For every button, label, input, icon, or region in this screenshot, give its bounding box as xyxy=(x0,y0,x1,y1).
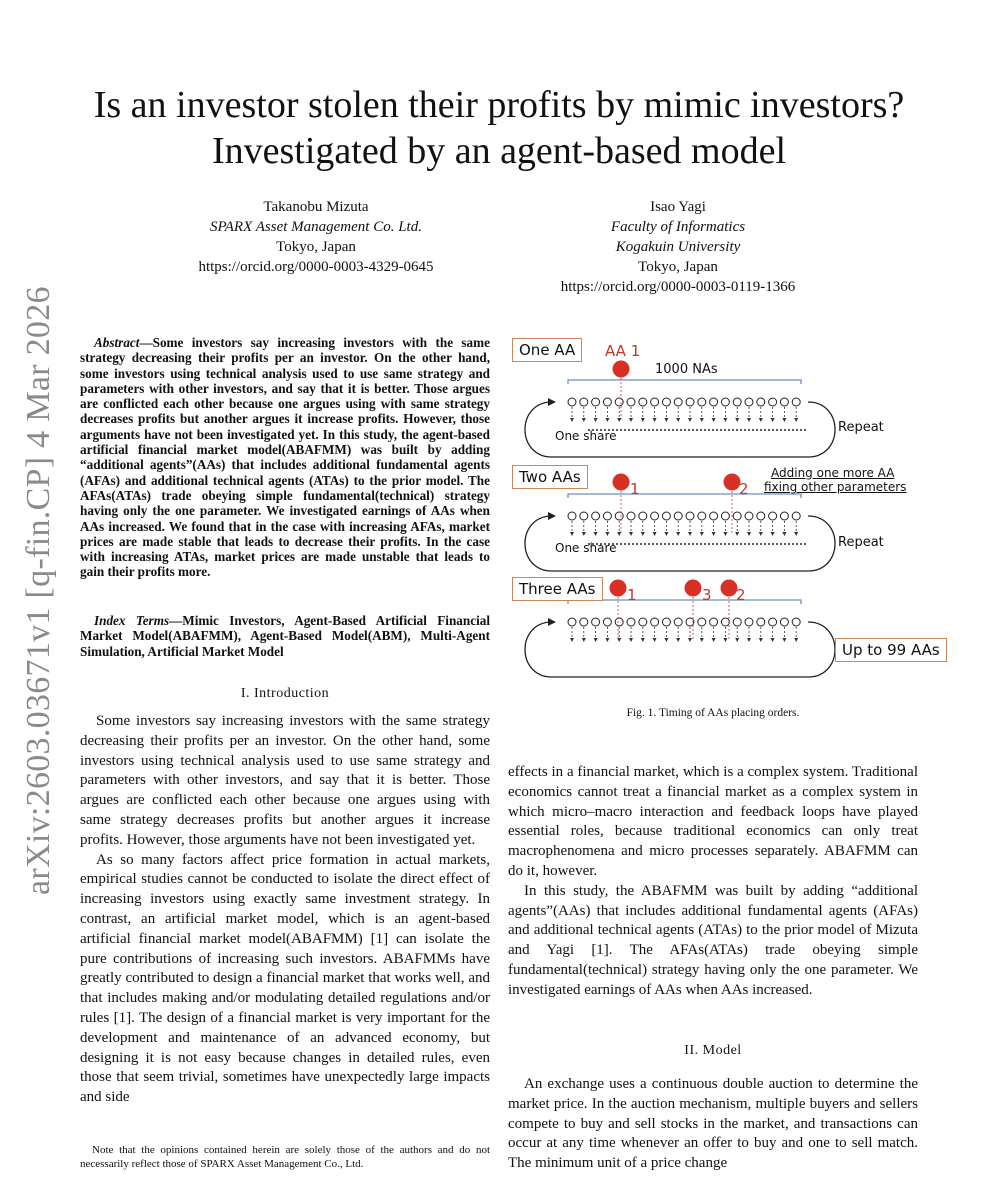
arrow-head xyxy=(605,638,609,642)
arrow-head xyxy=(735,532,739,536)
aa-dot xyxy=(685,580,702,597)
na-circle xyxy=(721,398,729,406)
paragraph: As so many factors affect price formation in actual markets, empirical studies cannot be conducted to isolate the direct effect of increasing investors using exactly same investment strategy. In contrast, an artificial market model, which is an agent-based artificial financial market model(ABAFMM) [1] can isolate the pure contributions of increasing such investors. ABAFMMs have greatly contributed to design a financial market that works well, and that includes making and/or modulating detailed regulations and/or rules [1]. The design of a financial market is very important for the development and maintenance of an advanced economy, but designing it is not easy because changes in detailed rules, even those that seem trivial, sometimes have unexpectedly large impacts and side xyxy=(80,851,490,1106)
na-circle xyxy=(710,398,718,406)
na-circle xyxy=(686,512,694,520)
author-affiliation: Faculty of Informatics xyxy=(610,219,746,235)
arxiv-identifier: arXiv:2603.03671v1 [q-fin.CP] 4 Mar 2026 xyxy=(20,286,57,895)
index-terms-lead: Index Terms xyxy=(94,613,170,628)
arrow-head xyxy=(653,532,657,536)
arrow-head xyxy=(771,532,775,536)
na-circle xyxy=(674,618,682,626)
arrow-head xyxy=(653,638,657,642)
na-circle xyxy=(769,618,777,626)
arrow-head xyxy=(723,638,727,642)
label-num-2: 2 xyxy=(739,480,749,498)
na-circle xyxy=(733,512,741,520)
na-circle xyxy=(568,398,576,406)
aa-dot xyxy=(613,474,630,491)
arrow-head xyxy=(700,638,704,642)
arrow-head xyxy=(629,532,633,536)
na-circle xyxy=(627,618,635,626)
loop-arrow-head xyxy=(548,618,556,626)
arrow-head xyxy=(723,532,727,536)
label-two-aas: Two AAs xyxy=(512,465,588,489)
arrow-head xyxy=(570,638,574,642)
arrow-head xyxy=(782,418,786,422)
paragraph: effects in a financial market, which is a complex system. Traditional economics cannot treat a financial market as a complex system in which micro–macro interaction and feedback loops have played essential roles, because traditional economics can only treat macrophenomena and micro processes separately. ABAFMM can do it, however. xyxy=(508,764,918,879)
na-circle xyxy=(698,618,706,626)
aa-dot xyxy=(610,580,627,597)
na-circle xyxy=(615,618,623,626)
arrow-head xyxy=(688,638,692,642)
na-circle xyxy=(757,512,765,520)
na-circle xyxy=(592,398,600,406)
aa-dot xyxy=(721,580,738,597)
arrow-head xyxy=(747,532,751,536)
na-circle xyxy=(639,398,647,406)
arrow-head xyxy=(594,638,598,642)
footnote: Note that the opinions contained herein are solely those of the authors and do not necessarily reflect those of SPARX Asset Management Co., Ltd. xyxy=(80,1144,490,1170)
arrow-head xyxy=(759,638,763,642)
arrow-head xyxy=(629,638,633,642)
author-orcid[interactable]: https://orcid.org/0000-0003-4329-0645 xyxy=(198,259,434,275)
arrow-head xyxy=(664,638,668,642)
label-three-aas: Three AAs xyxy=(512,577,603,601)
abstract xyxy=(80,335,490,580)
label-aa1: AA 1 xyxy=(605,342,641,360)
arrow-head xyxy=(688,532,692,536)
arrow-head xyxy=(594,532,598,536)
arrow-head xyxy=(712,418,716,422)
arrow-head xyxy=(794,638,798,642)
na-circle xyxy=(745,398,753,406)
arrow-head xyxy=(582,418,586,422)
na-circle xyxy=(615,398,623,406)
na-circle xyxy=(603,512,611,520)
arrow-head xyxy=(700,532,704,536)
arrow-head xyxy=(712,638,716,642)
label-1000-nas: 1000 NAs xyxy=(655,362,718,377)
label-num-1: 1 xyxy=(630,480,640,498)
na-circle xyxy=(603,398,611,406)
na-circle xyxy=(710,618,718,626)
arrow-head xyxy=(629,418,633,422)
arrow-head xyxy=(605,418,609,422)
label-one-share: One share xyxy=(555,429,617,443)
na-circle xyxy=(627,512,635,520)
na-circle xyxy=(769,512,777,520)
arrow-head xyxy=(712,532,716,536)
arrow-head xyxy=(771,418,775,422)
na-circle xyxy=(745,512,753,520)
loop-arrow-head xyxy=(548,398,556,406)
arrow-head xyxy=(664,532,668,536)
na-circle xyxy=(580,618,588,626)
na-circle xyxy=(792,618,800,626)
figure-caption: Fig. 1. Timing of AAs placing orders. xyxy=(626,707,800,719)
na-circle xyxy=(580,512,588,520)
arrow-head xyxy=(676,532,680,536)
na-circle xyxy=(745,618,753,626)
arrow-head xyxy=(735,638,739,642)
na-circle xyxy=(651,618,659,626)
label-one-share: One share xyxy=(555,541,617,555)
author-name: Takanobu Mizuta xyxy=(263,199,369,215)
arrow-head xyxy=(570,418,574,422)
index-terms xyxy=(80,613,490,659)
label-adding-1: Adding one more AA xyxy=(771,466,895,480)
na-circle xyxy=(733,618,741,626)
arrow-head xyxy=(641,532,645,536)
author-affiliation: Kogakuin University xyxy=(615,239,741,255)
arrow-head xyxy=(794,532,798,536)
paragraph: An exchange uses a continuous double auction to determine the market price. In the auction mechanism, multiple buyers and sellers compete to buy and sell stocks in the market, and transactions can occur at any time whenever an offer to buy and one to sell match. The minimum unit of a price change xyxy=(508,1076,918,1172)
author-orcid[interactable]: https://orcid.org/0000-0003-0119-1366 xyxy=(560,279,796,295)
na-circle xyxy=(686,398,694,406)
na-circle xyxy=(568,512,576,520)
nas-bracket xyxy=(568,380,801,384)
arrow-head xyxy=(688,418,692,422)
arrow-head xyxy=(570,532,574,536)
arrow-head xyxy=(782,532,786,536)
na-circle xyxy=(615,512,623,520)
arrow-head xyxy=(582,638,586,642)
label-one-aa: One AA xyxy=(512,338,582,362)
na-circle xyxy=(639,618,647,626)
na-circle xyxy=(780,512,788,520)
repeat-loop xyxy=(525,622,835,677)
na-circle xyxy=(662,512,670,520)
loop-arrow-head xyxy=(548,512,556,520)
arrow-head xyxy=(794,418,798,422)
na-circle xyxy=(662,618,670,626)
arrow-head xyxy=(771,638,775,642)
na-circle xyxy=(721,618,729,626)
paragraph: Some investors say increasing investors with the same strategy decreasing their profits per an investor. On the other hand, some investors using technical analysis used to use same strategy and parameters with other investors, and say that it is better. Those argues are conflicted each other because one argues using with same strategy decreases profits but another argues it increase profits. However, those arguments have not been investigated yet. xyxy=(80,713,490,848)
arrow-head xyxy=(759,418,763,422)
introduction-continued xyxy=(508,763,918,1001)
figure-rows xyxy=(525,361,835,678)
aa-dot xyxy=(724,474,741,491)
na-circle xyxy=(674,398,682,406)
na-circle xyxy=(780,398,788,406)
arrow-head xyxy=(594,418,598,422)
na-circle xyxy=(733,398,741,406)
abstract-text: —Some investors say increasing investors with the same strategy decreasing their profits per an investor. On the other hand, some investors using technical analysis used to use same strategy and parameters with other investors, and say that it is better. Those argues are conflicted each other because one argues using with same strategy decreases profits but another argues it increase profits. However, those arguments have not been investigated yet. In this study, the agent-based artificial financial market model(ABAFMM) was built by adding “additional agents”(AAs) that includes additional fundamental agents (AFAs) and additional technical agents (ATAs) to the prior model. The AFAs(ATAs) trade obeying simple fundamental(technical) strategy having only the one parameter. We investigated earnings of AAs when AAs increased. We found that in the case with increasing AFAs, market prices are made stable that leads to decrease their profits. In the case with increasing ATAs, market prices are made unstable that leads to gain their profits more. xyxy=(80,335,490,580)
introduction-body xyxy=(80,712,490,1108)
na-circle xyxy=(568,618,576,626)
label-repeat: Repeat xyxy=(838,420,884,435)
author-location: Tokyo, Japan xyxy=(638,259,718,275)
nas-bracket xyxy=(568,600,801,604)
nas-bracket xyxy=(568,494,801,498)
na-circle xyxy=(580,398,588,406)
arrow-head xyxy=(782,638,786,642)
index-terms-text: —Mimic Investors, Agent-Based Artificial Financial Market Model(ABAFMM), Agent-Based Model(ABM), Multi-Agent Simulation, Artificial Market Model xyxy=(80,613,490,659)
na-circle xyxy=(639,512,647,520)
section-heading-model: II. Model xyxy=(684,1043,742,1058)
author-affiliation: SPARX Asset Management Co. Ltd. xyxy=(210,219,422,235)
model-body xyxy=(508,1075,918,1174)
arrow-head xyxy=(653,418,657,422)
arrow-head xyxy=(676,638,680,642)
arrow-head xyxy=(723,418,727,422)
author-block-2 xyxy=(528,197,828,297)
na-circle xyxy=(603,618,611,626)
arrow-head xyxy=(605,532,609,536)
arrow-head xyxy=(747,418,751,422)
arrow-head xyxy=(747,638,751,642)
label-up-to-99: Up to 99 AAs xyxy=(835,638,947,662)
label-num-2: 2 xyxy=(736,586,746,604)
na-circle xyxy=(757,618,765,626)
author-location: Tokyo, Japan xyxy=(276,239,356,255)
na-circle xyxy=(769,398,777,406)
na-circle xyxy=(592,512,600,520)
na-circle xyxy=(627,398,635,406)
arrow-head xyxy=(676,418,680,422)
arrow-head xyxy=(700,418,704,422)
paper-title: Is an investor stolen their profits by mimic investors? Investigated by an agent-based model xyxy=(93,84,905,172)
na-circle xyxy=(651,398,659,406)
paragraph: In this study, the ABAFMM was built by adding “additional agents”(AAs) that includes additional fundamental agents (AFAs) and additional technical agents (ATAs) to the prior model of Mizuta and Yagi [1]. The AFAs(ATAs) trade obeying simple fundamental(technical) strategy having only the one parameter. We investigated earnings of AAs when AAs increased. xyxy=(508,882,918,998)
arrow-head xyxy=(641,638,645,642)
na-circle xyxy=(662,398,670,406)
arrow-head xyxy=(664,418,668,422)
na-circle xyxy=(792,398,800,406)
label-num-3: 3 xyxy=(702,586,712,604)
na-circle xyxy=(698,398,706,406)
abstract-lead: Abstract xyxy=(94,335,140,350)
label-num-1: 1 xyxy=(627,586,637,604)
na-circle xyxy=(721,512,729,520)
figure-timing xyxy=(508,330,968,700)
label-repeat: Repeat xyxy=(838,535,884,550)
arrow-head xyxy=(641,418,645,422)
author-name: Isao Yagi xyxy=(650,199,706,215)
na-circle xyxy=(698,512,706,520)
arrow-head xyxy=(735,418,739,422)
aa-dot xyxy=(613,361,630,378)
arrow-head xyxy=(759,532,763,536)
na-circle xyxy=(651,512,659,520)
arrow-head xyxy=(582,532,586,536)
na-circle xyxy=(710,512,718,520)
author-block-1 xyxy=(166,197,466,277)
na-circle xyxy=(592,618,600,626)
na-circle xyxy=(757,398,765,406)
section-heading-introduction: I. Introduction xyxy=(240,686,330,701)
na-circle xyxy=(780,618,788,626)
na-circle xyxy=(674,512,682,520)
na-circle xyxy=(792,512,800,520)
label-adding-2: fixing other parameters xyxy=(764,480,907,494)
